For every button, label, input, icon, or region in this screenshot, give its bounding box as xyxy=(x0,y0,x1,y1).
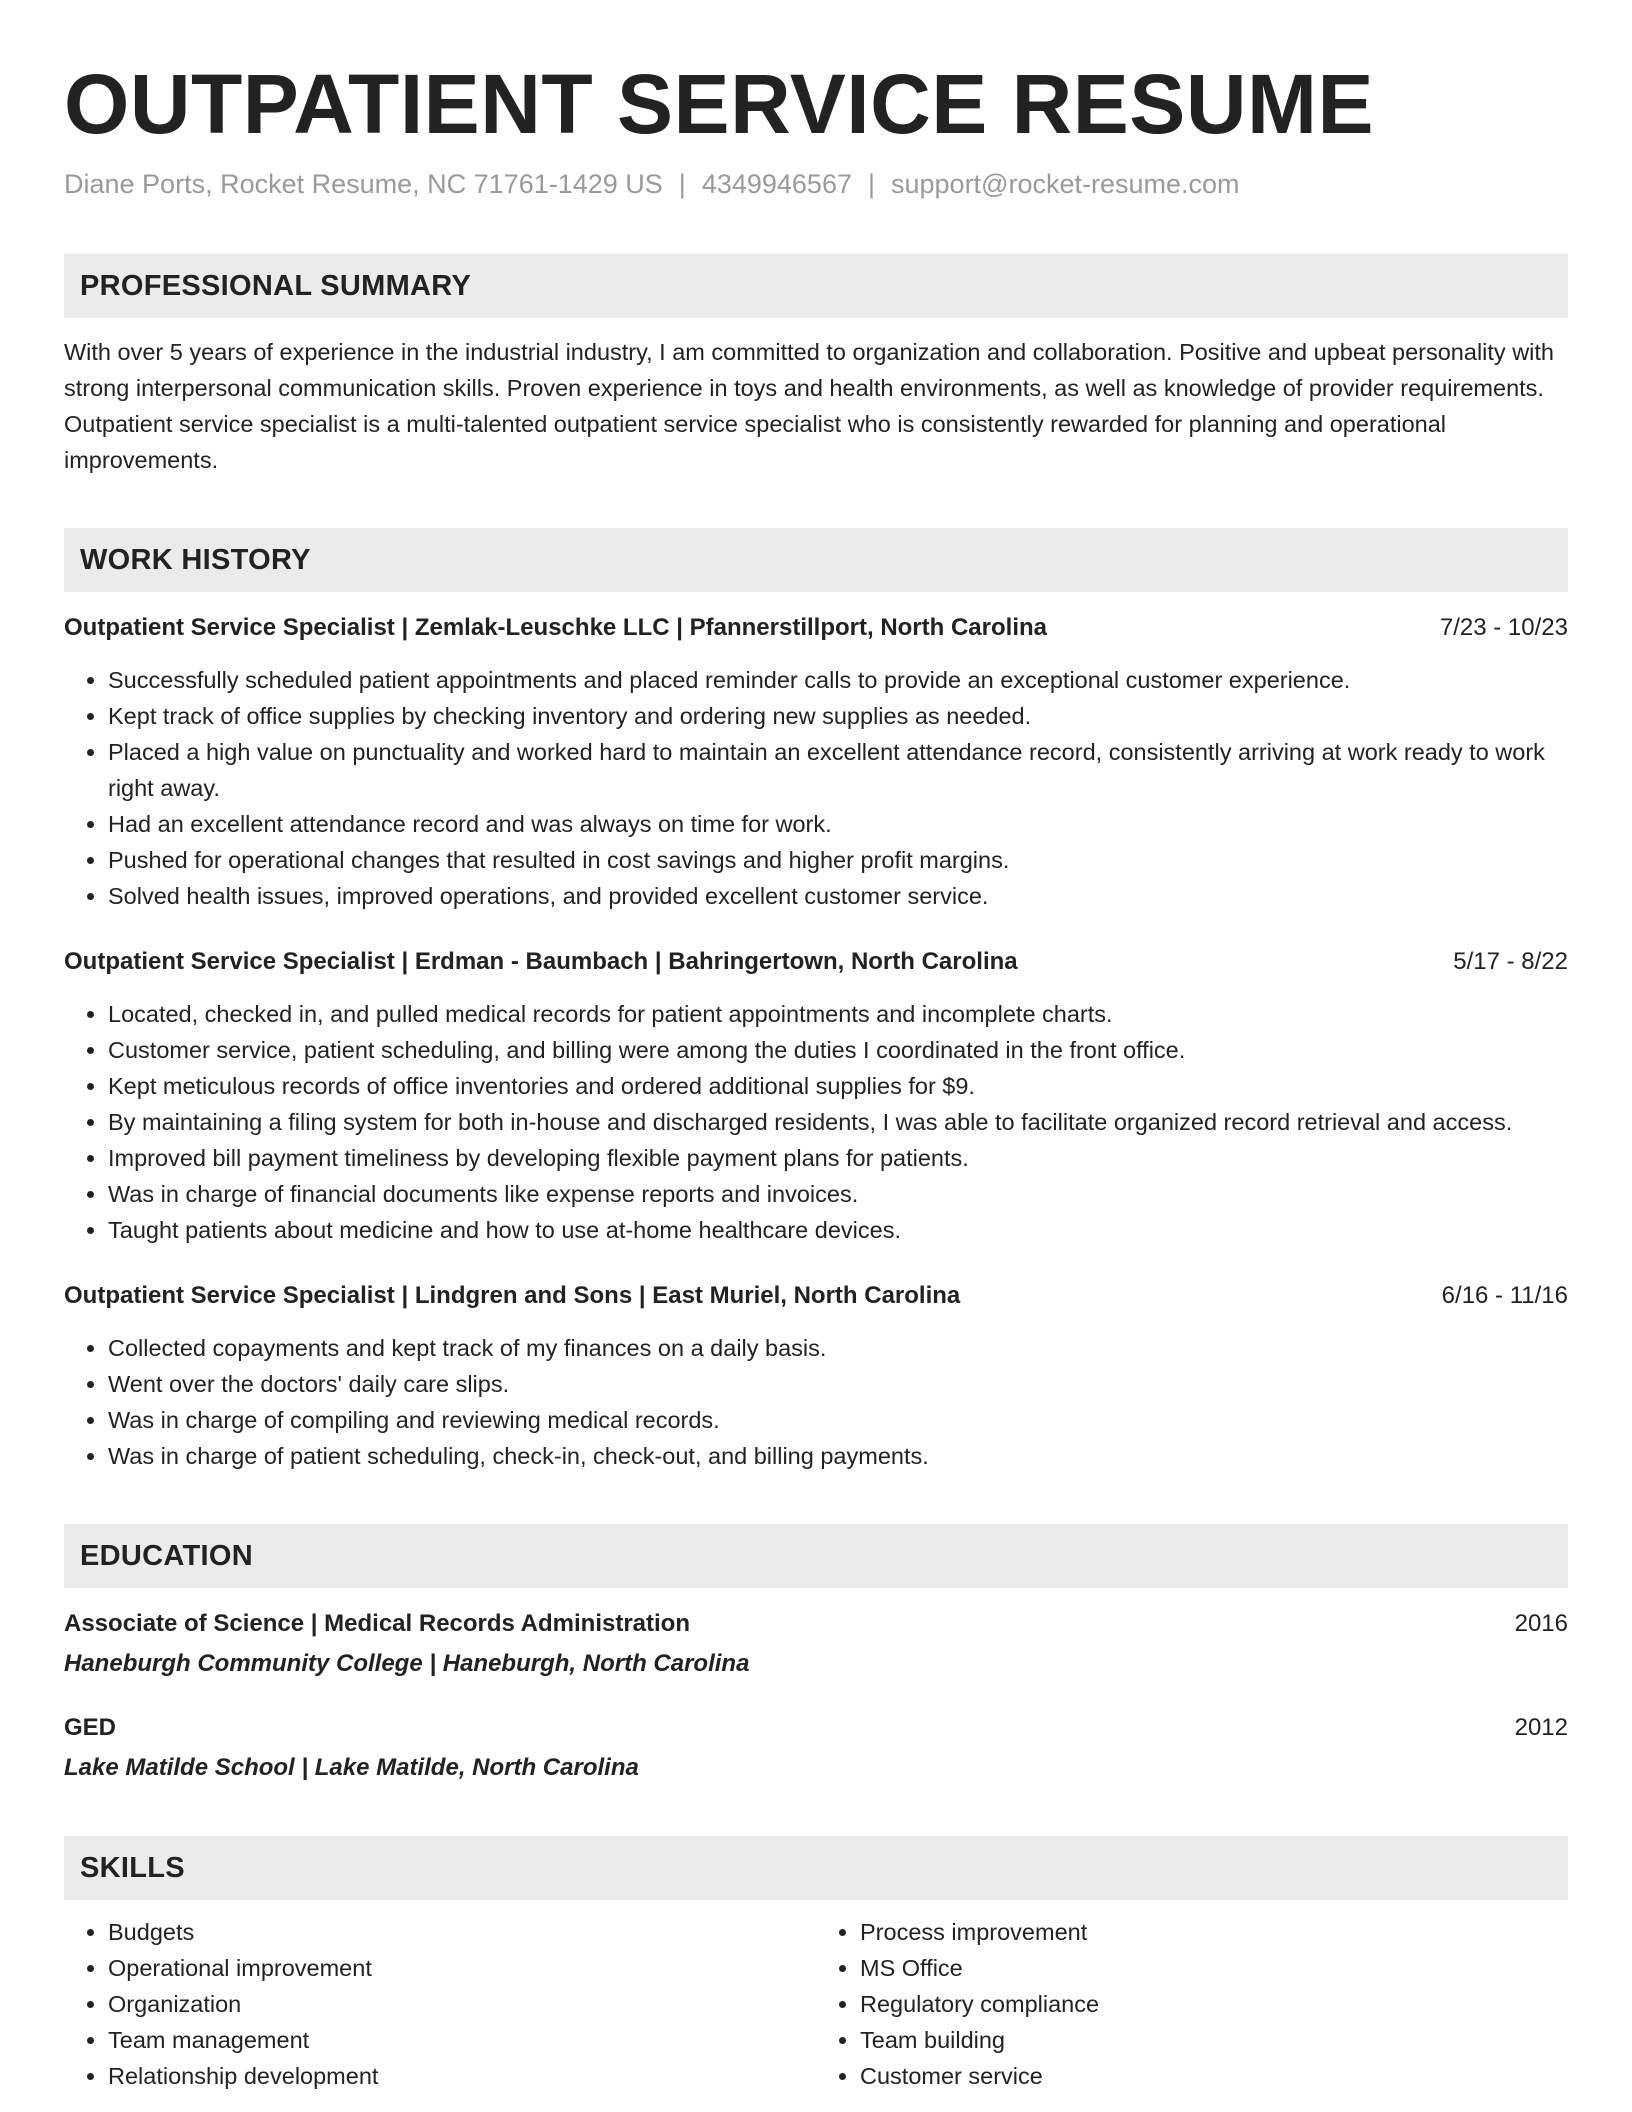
job-dates: 5/17 - 8/22 xyxy=(1453,948,1568,975)
summary-text: With over 5 years of experience in the industrial industry, I am committed to organization and collaboration. Positive and upbeat personality with strong interpersonal communication skills. Proven experience in toys and health environments, as well as knowledge of provider requirements. Outpatient service specialist is a multi-talented outpatient service specialist who is consistently rewarded for planning and operational improvements. xyxy=(64,339,1554,473)
job-bullets xyxy=(64,996,1568,1248)
job-bullet: • Had an excellent attendance record and was always on time for work. xyxy=(108,806,1568,842)
skill-item: • Team building xyxy=(860,2022,1568,2058)
education-school: Lake Matilde School | Lake Matilde, North Carolina xyxy=(64,1754,639,1781)
education-school: Haneburgh Community College | Haneburgh, North Carolina xyxy=(64,1650,750,1677)
skill-item: • Regulatory compliance xyxy=(860,1986,1568,2022)
skill-item: • Operational improvement xyxy=(108,1950,816,1986)
contact-email[interactable]: support@rocket-resume.com xyxy=(891,169,1240,199)
job-header xyxy=(64,1278,1568,1314)
skills-column-1 xyxy=(64,1914,816,2094)
section-header-work: WORK HISTORY xyxy=(64,528,1568,592)
job-entry xyxy=(64,610,1568,914)
education-degree: GED xyxy=(64,1714,117,1741)
contact-separator: | xyxy=(678,169,686,199)
job-bullet: • Was in charge of patient scheduling, check-in, check-out, and billing payments. xyxy=(108,1438,1568,1474)
skill-item: • Customer service xyxy=(860,2058,1568,2094)
contact-phone: 4349946567 xyxy=(701,169,852,199)
job-bullet: • By maintaining a filing system for both in-house and discharged residents, I was able to facilitate organized record retrieval and access. xyxy=(108,1104,1568,1140)
section-header-summary: PROFESSIONAL SUMMARY xyxy=(64,254,1568,318)
skill-item: • Relationship development xyxy=(108,2058,816,2094)
job-bullets xyxy=(64,1330,1568,1474)
education-year: 2012 xyxy=(1514,1714,1568,1741)
education-year: 2016 xyxy=(1514,1610,1568,1637)
education-header xyxy=(64,1606,1568,1642)
job-dates: 6/16 - 11/16 xyxy=(1441,1282,1568,1309)
job-bullet: • Improved bill payment timeliness by developing flexible payment plans for patients. xyxy=(108,1140,1568,1176)
job-bullet: • Collected copayments and kept track of my finances on a daily basis. xyxy=(108,1330,1568,1366)
contact-line xyxy=(64,166,1568,202)
job-bullet: • Customer service, patient scheduling, and billing were among the duties I coordinated in the front office. xyxy=(108,1032,1568,1068)
skill-item: • MS Office xyxy=(860,1950,1568,1986)
job-bullet: • Taught patients about medicine and how to use at-home healthcare devices. xyxy=(108,1212,1568,1248)
job-bullet: • Kept meticulous records of office inventories and ordered additional supplies for $9. xyxy=(108,1068,1568,1104)
job-title: Outpatient Service Specialist | Erdman - Baumbach | Bahringertown, North Carolina xyxy=(64,948,1018,975)
section-header-education: EDUCATION xyxy=(64,1524,1568,1588)
job-header xyxy=(64,610,1568,646)
job-bullet: • Was in charge of compiling and reviewing medical records. xyxy=(108,1402,1568,1438)
job-bullet: • Placed a high value on punctuality and worked hard to maintain an excellent attendance record, consistently arriving at work ready to work right away. xyxy=(108,734,1568,806)
resume-title: OUTPATIENT SERVICE RESUME xyxy=(64,57,1374,151)
job-entry xyxy=(64,1278,1568,1474)
job-bullets xyxy=(64,662,1568,914)
skill-item: • Organization xyxy=(108,1986,816,2022)
education-entry xyxy=(64,1710,1568,1786)
education-header xyxy=(64,1710,1568,1746)
skills-list xyxy=(64,1914,1568,2094)
job-bullet: • Went over the doctors' daily care slips. xyxy=(108,1366,1568,1402)
job-header xyxy=(64,944,1568,980)
education-entry xyxy=(64,1606,1568,1682)
contact-address: Diane Ports, Rocket Resume, NC 71761-1429 US xyxy=(64,169,663,199)
job-bullet: • Located, checked in, and pulled medical records for patient appointments and incomplete charts. xyxy=(108,996,1568,1032)
job-bullet: • Was in charge of financial documents like expense reports and invoices. xyxy=(108,1176,1568,1212)
job-title: Outpatient Service Specialist | Lindgren and Sons | East Muriel, North Carolina xyxy=(64,1282,961,1309)
skills-column-2 xyxy=(816,1914,1568,2094)
job-entry xyxy=(64,944,1568,1248)
job-bullet: • Solved health issues, improved operations, and provided excellent customer service. xyxy=(108,878,1568,914)
job-title: Outpatient Service Specialist | Zemlak-Leuschke LLC | Pfannerstillport, North Carolina xyxy=(64,614,1047,641)
section-header-skills: SKILLS xyxy=(64,1836,1568,1900)
skill-item: • Budgets xyxy=(108,1914,816,1950)
skill-item: • Team management xyxy=(108,2022,816,2058)
skill-item: • Process improvement xyxy=(860,1914,1568,1950)
job-dates: 7/23 - 10/23 xyxy=(1439,614,1568,641)
job-bullet: • Kept track of office supplies by checking inventory and ordering new supplies as needed. xyxy=(108,698,1568,734)
job-bullet: • Successfully scheduled patient appointments and placed reminder calls to provide an exceptional customer experience. xyxy=(108,662,1568,698)
education-degree: Associate of Science | Medical Records Administration xyxy=(64,1610,691,1637)
contact-separator: | xyxy=(867,169,875,199)
job-bullet: • Pushed for operational changes that resulted in cost savings and higher profit margins. xyxy=(108,842,1568,878)
